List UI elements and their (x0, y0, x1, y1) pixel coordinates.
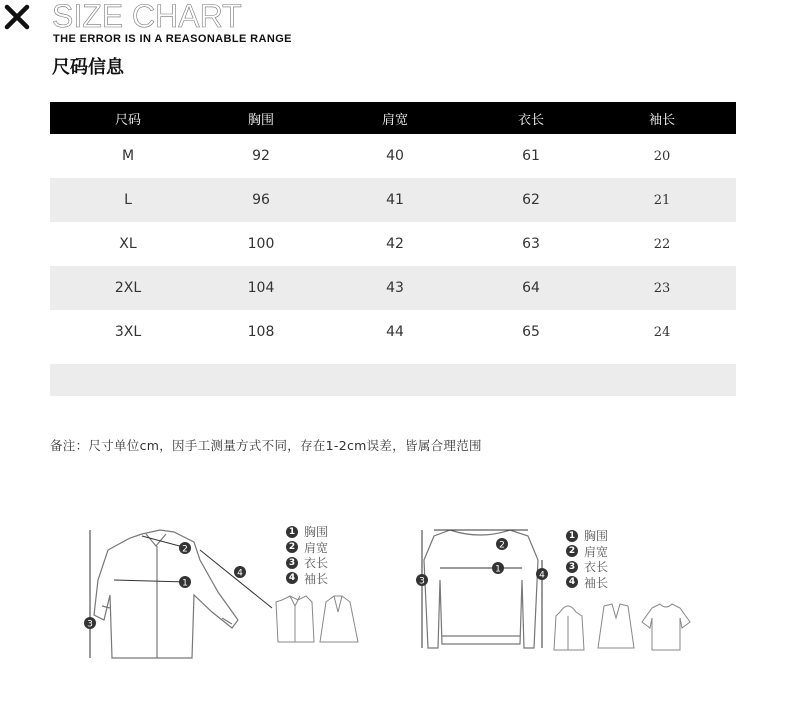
svg-text:3: 3 (87, 619, 93, 630)
table-cell: 104 (206, 266, 316, 310)
legend-item (286, 571, 328, 587)
legend-item (566, 559, 608, 575)
table-cell: 92 (252, 148, 270, 164)
column-header: 尺码 (50, 102, 206, 134)
table-cell: 41 (316, 178, 474, 222)
measure-marker-4 (234, 566, 246, 579)
legend-label: 肩宽 (304, 540, 329, 555)
measure-marker-4 (536, 568, 548, 581)
legend-number: 2 (286, 541, 298, 553)
table-cell: 62 (474, 178, 588, 222)
measure-legend-right (566, 528, 608, 590)
size-table (50, 102, 736, 354)
legend-item (286, 540, 328, 556)
close-icon[interactable] (2, 2, 32, 32)
table-cell: 2XL (50, 266, 206, 310)
table-cell: 22 (653, 236, 671, 252)
legend-label: 肩宽 (584, 544, 609, 559)
table-cell: 3XL (114, 324, 142, 340)
legend-label: 衣长 (584, 560, 609, 575)
sweater-thumbnails (552, 600, 694, 660)
table-cell: 65 (522, 324, 540, 340)
legend-number: 2 (566, 545, 578, 557)
table-cell: 100 (247, 236, 275, 252)
table-cell: 96 (206, 178, 316, 222)
table-cell: 63 (522, 236, 540, 252)
sweater-measure-diagram (410, 520, 555, 660)
table-cell: 21 (588, 178, 736, 222)
legend-item (566, 575, 608, 591)
table-cell: 20 (653, 148, 671, 164)
svg-text:4: 4 (539, 570, 545, 581)
page-title: SIZE CHART (52, 0, 242, 34)
measure-marker-1 (179, 576, 191, 589)
column-header: 肩宽 (316, 102, 474, 134)
legend-item (286, 555, 328, 571)
measure-marker-1 (492, 562, 504, 575)
legend-number: 4 (286, 572, 298, 584)
legend-item (566, 528, 608, 544)
legend-label: 衣长 (304, 556, 329, 571)
measure-marker-3 (416, 574, 428, 587)
table-cell: 44 (386, 324, 404, 340)
table-cell: L (50, 178, 206, 222)
table-cell: 40 (386, 148, 404, 164)
table-empty-row (50, 364, 736, 396)
table-cell: 43 (316, 266, 474, 310)
section-title: 尺码信息 (52, 57, 124, 78)
page-subtitle: THE ERROR IS IN A REASONABLE RANGE (53, 33, 292, 45)
measure-marker-2 (496, 538, 508, 551)
legend-item (286, 524, 328, 540)
shirt-measure-diagram (82, 520, 282, 665)
column-header: 胸围 (206, 102, 316, 134)
legend-number: 1 (566, 530, 578, 542)
table-cell: 42 (386, 236, 404, 252)
legend-label: 袖长 (304, 571, 329, 586)
legend-item (566, 544, 608, 560)
table-cell: M (121, 148, 135, 164)
table-cell: 23 (588, 266, 736, 310)
legend-label: 胸围 (304, 525, 329, 540)
jacket-thumbnails (272, 592, 364, 654)
table-header-row (50, 102, 736, 134)
svg-text:3: 3 (419, 576, 425, 587)
table-cell: 64 (474, 266, 588, 310)
svg-text:2: 2 (182, 544, 188, 555)
table-row (50, 178, 736, 222)
table-row (50, 266, 736, 310)
table-cell: 108 (247, 324, 275, 340)
table-cell: XL (119, 236, 137, 252)
legend-label: 胸围 (584, 529, 609, 544)
table-row (50, 134, 736, 178)
svg-text:1: 1 (495, 564, 501, 575)
column-header: 衣长 (474, 102, 588, 134)
measure-legend-left (286, 524, 328, 586)
legend-label: 袖长 (584, 575, 609, 590)
table-row (50, 222, 736, 266)
table-cell: 24 (653, 324, 671, 340)
svg-text:2: 2 (499, 540, 505, 551)
svg-text:1: 1 (182, 578, 188, 589)
legend-number: 1 (286, 526, 298, 538)
column-header: 袖长 (588, 102, 736, 134)
legend-number: 4 (566, 576, 578, 588)
legend-number: 3 (286, 557, 298, 569)
measure-marker-2 (179, 542, 191, 555)
measure-marker-3 (84, 617, 96, 630)
measurement-note: 备注：尺寸单位cm，因手工测量方式不同，存在1-2cm误差，皆属合理范围 (50, 438, 482, 453)
table-cell: 61 (522, 148, 540, 164)
svg-text:4: 4 (237, 568, 243, 579)
legend-number: 3 (566, 561, 578, 573)
table-row (50, 310, 736, 354)
